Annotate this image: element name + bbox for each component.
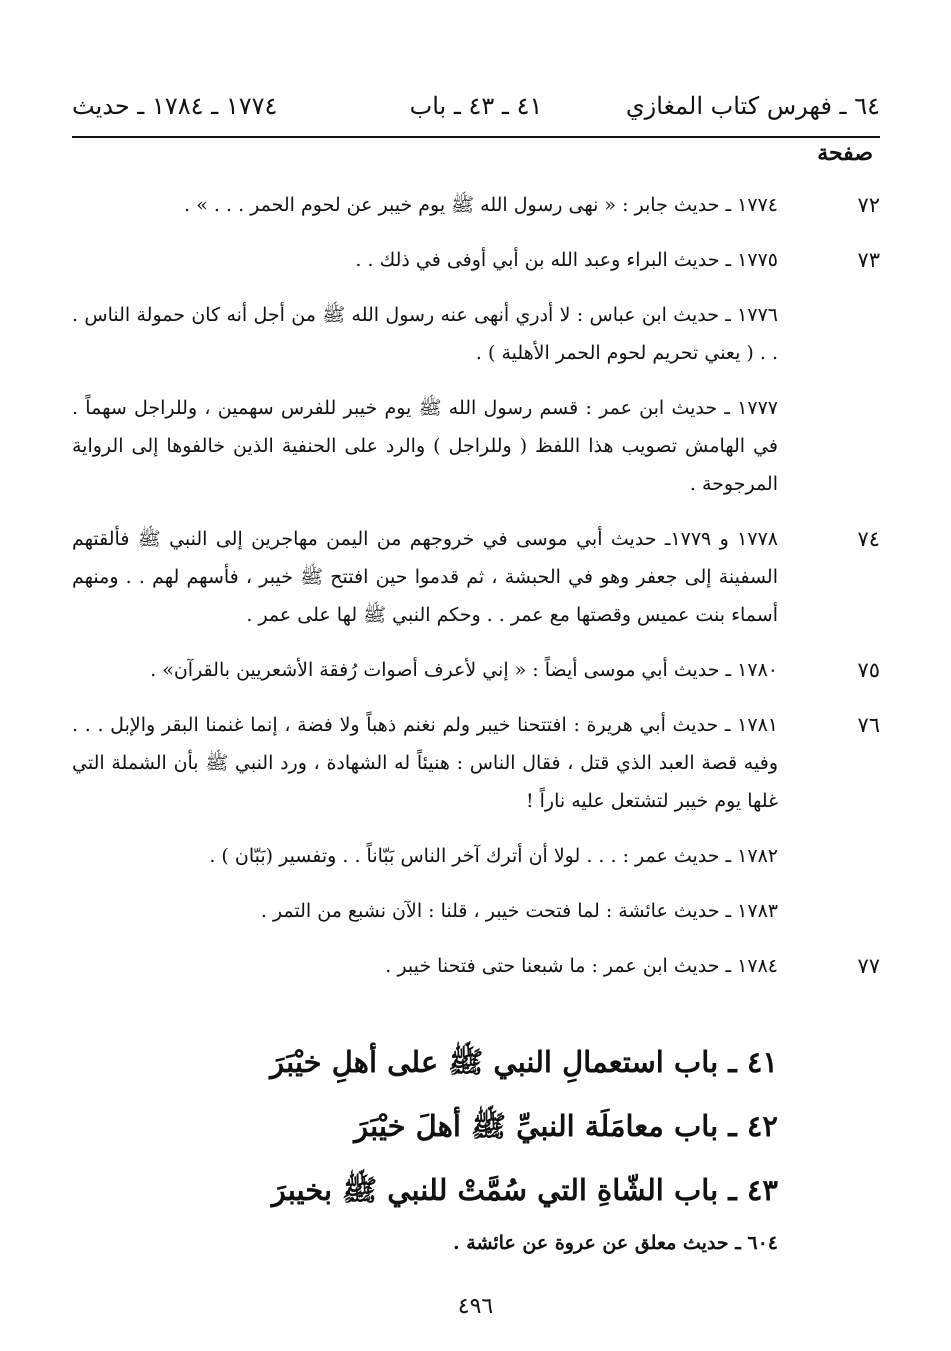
chapter-note: ٦٠٤ ـ حديث معلق عن عروة عن عائشة . [453,1232,778,1254]
header-hadith-range: ١٧٧٤ ـ ١٧٨٤ ـ حديث [72,92,278,120]
chapter-heading: ٤٣ ـ باب الشّاةِ التي سُمَّتْ للنبي ﷺ بخيبرَ [271,1173,778,1207]
index-entry [72,296,880,372]
entry-text: ١٧٨٠ ـ حديث أبي موسى أيضاً : « إني لأعرف أصوات رُفقة الأشعريين بالقرآن» . [150,659,778,681]
entry-text: ١٧٨٢ ـ حديث عمر : . . . لولا أن أترك آخر الناس بَبّاناً . . وتفسير (بَبّان ) . [209,845,778,867]
page-number: ٤٩٦ [457,1294,494,1319]
index-entry [72,651,880,689]
chapter-heading: ٤٢ ـ باب معامَلَة النبيِّ ﷺ أهلَ خيْبَرَ [354,1109,778,1143]
index-entry [72,892,880,930]
entry-text: ١٧٧٤ ـ حديث جابر : « نهى رسول الله ﷺ يوم خيبر عن لحوم الحمر . . . » . [184,194,778,216]
running-header [72,92,880,132]
entry-page-number: ٧٤ [857,527,880,551]
index-entry [72,837,880,875]
index-entry [72,520,880,634]
entry-text: ١٧٧٥ ـ حديث البراء وعبد الله بن أبي أوفى في ذلك . . [355,249,778,271]
header-divider [72,136,880,138]
chapter-headings [72,1030,880,1260]
index-entry [72,241,880,279]
entry-text: ١٧٧٧ ـ حديث ابن عمر : قسم رسول الله ﷺ يوم خيبر للفرس سهمين ، وللراجل سهماً . في الهامش تصويب هذا اللفظ ( وللراجل ) والرد على الحنفية الذين خالفوها إلى الرواية المرجوحة . [72,397,778,495]
entry-page-number: ٧٧ [857,954,880,978]
index-entry [72,706,880,820]
entry-text: ١٧٨٣ ـ حديث عائشة : لما فتحت خيبر ، قلنا : الآن نشبع من التمر . [260,900,778,922]
chapter-heading: ٤١ ـ باب استعمالِ النبي ﷺ على أهلِ خيْبَرَ [270,1045,778,1079]
header-chapter-range: ٤١ ـ ٤٣ ـ باب [409,92,543,120]
entry-text: ١٧٧٨ و ١٧٧٩ـ حديث أبي موسى في خروجهم من اليمن مهاجرين إلى النبي ﷺ فألقتهم السفينة إلى جعفر وهو في الحبشة ، ثم قدموا حين افتتح ﷺ خيبر ، فأسهم لهم . . ومنهم أسماء بنت عميس وقصتها مع عمر . . وحكم النبي ﷺ لها على عمر . [72,528,778,626]
page-column-label: صفحة [817,140,873,166]
entry-text: ١٧٨٤ ـ حديث ابن عمر : ما شبعنا حتى فتحنا خيبر . [385,955,778,977]
entry-page-number: ٧٥ [857,658,880,682]
header-book-title: ٦٤ ـ فهرس كتاب المغازي [625,92,880,120]
index-entry [72,389,880,503]
index-entry [72,186,880,224]
index-entry [72,947,880,985]
entry-page-number: ٧٢ [857,193,880,217]
entry-text: ١٧٨١ ـ حديث أبي هريرة : افتتحنا خيبر ولم نغنم ذهباً ولا فضة ، إنما غنمنا البقر والإبل . . . وفيه قصة العبد الذي قتل ، فقال الناس : هنيئاً له الشهادة ، ورد النبي ﷺ بأن الشملة التي غلها يوم خيبر لتشتعل عليه ناراً ! [72,714,778,812]
entry-text: ١٧٧٦ ـ حديث ابن عباس : لا أدري أنهى عنه رسول الله ﷺ من أجل أنه كان حمولة الناس . . . ( يعني تحريم لحوم الحمر الأهلية ) . [72,304,778,364]
entry-page-number: ٧٣ [857,248,880,272]
index-entries [72,186,880,1002]
entry-page-number: ٧٦ [857,713,880,737]
